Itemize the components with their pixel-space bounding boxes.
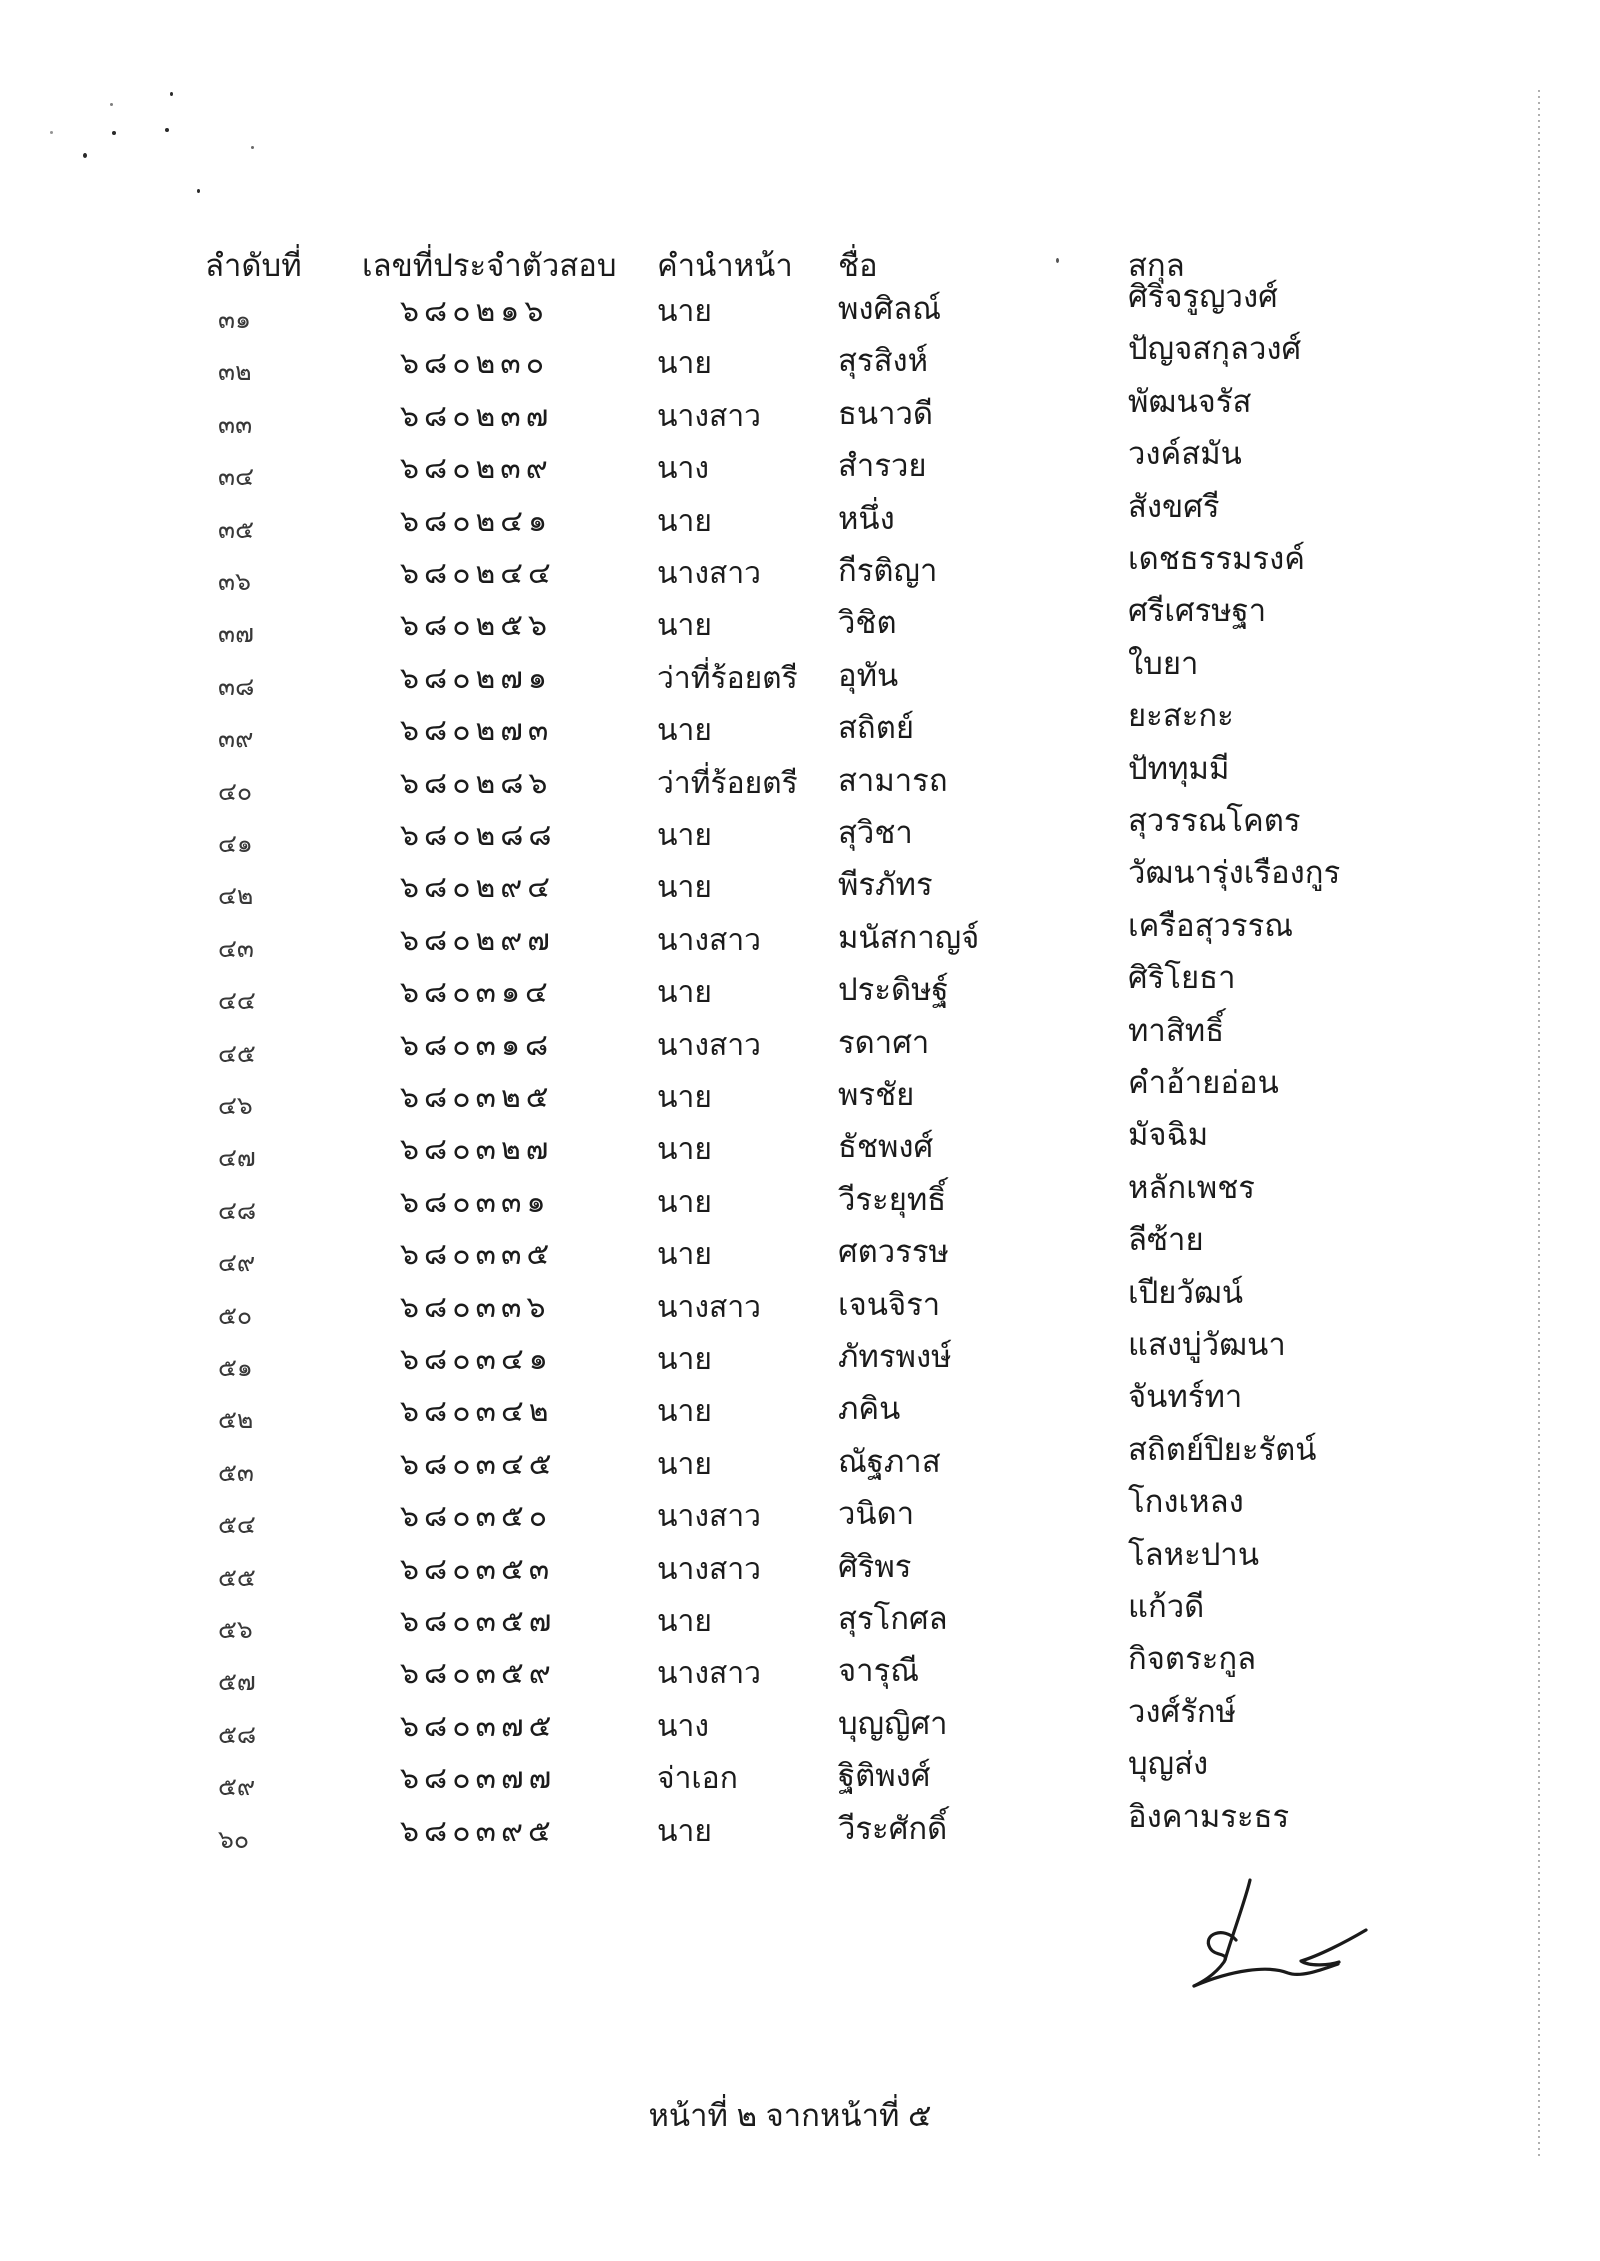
surname: คำอ้ายอ่อน — [1128, 1065, 1279, 1100]
scan-speck — [50, 131, 53, 134]
order-number: ๓๓ — [218, 410, 253, 439]
first-name: วีระยุทธิ์ — [838, 1181, 947, 1217]
exam-id: ๖๘๐๒๙๗ — [400, 923, 555, 957]
surname: ยะสะกะ — [1128, 698, 1234, 734]
exam-id: ๖๘๐๓๓๑ — [400, 1185, 551, 1219]
order-number: ๔๒ — [218, 882, 254, 911]
first-name: เจนจิรา — [838, 1286, 941, 1322]
title-prefix: นาย — [657, 1395, 712, 1429]
order-number: ๓๙ — [218, 725, 254, 754]
exam-id: ๖๘๐๓๑๘ — [400, 1028, 554, 1062]
first-name: หนึ่ง — [838, 500, 895, 536]
table-row — [0, 1484, 1600, 1540]
title-prefix: นางสาว — [657, 1028, 762, 1062]
surname: วงศ์รักษ์ — [1128, 1693, 1237, 1729]
order-number: ๔๑ — [218, 830, 253, 858]
exam-id: ๖๘๐๒๗๓ — [400, 714, 554, 748]
exam-id: ๖๘๐๒๕๖ — [400, 609, 553, 643]
first-name: สุวิชา — [838, 815, 913, 850]
scan-speck — [170, 92, 173, 96]
order-number: ๓๕ — [218, 515, 255, 544]
title-prefix: นาย — [657, 1238, 712, 1272]
title-prefix: นาย — [657, 1081, 712, 1114]
exam-id: ๖๘๐๓๕๙ — [400, 1657, 556, 1691]
signature-mark — [1140, 1858, 1400, 2018]
first-name: ภคิน — [838, 1391, 901, 1427]
table-row — [0, 1222, 1600, 1278]
exam-id: ๖๘๐๓๒๗ — [400, 1133, 554, 1167]
surname: สุวรรณโคตร — [1128, 803, 1301, 838]
exam-id: ๖๘๐๒๓๙ — [400, 452, 553, 486]
surname: วงค์สมัน — [1128, 436, 1242, 472]
surname: จันทร์ทา — [1128, 1379, 1243, 1415]
order-number: ๓๖ — [218, 568, 251, 596]
exam-id: ๖๘๐๒๔๑ — [400, 504, 553, 538]
first-name: ประดิษฐ์ — [838, 972, 949, 1008]
first-name: พรชัย — [838, 1077, 915, 1112]
first-name: รดาศา — [838, 1024, 930, 1060]
exam-id: ๖๘๐๒๑๖ — [400, 295, 549, 328]
order-number: ๔๗ — [218, 1144, 256, 1173]
exam-id: ๖๘๐๓๗๕ — [400, 1709, 557, 1743]
surname: หลักเพชร — [1128, 1169, 1255, 1205]
title-prefix: นาย — [657, 347, 712, 381]
surname: ทาสิทธิ์ — [1128, 1012, 1225, 1048]
surname: แสงบู่วัฒนา — [1128, 1327, 1286, 1362]
surname: กิจตระกูล — [1128, 1641, 1257, 1677]
table-row — [0, 1641, 1600, 1697]
first-name: ธัชพงศ์ — [838, 1129, 934, 1165]
surname: สังขศรี — [1128, 488, 1220, 524]
order-number: ๕๒ — [218, 1406, 254, 1435]
exam-id: ๖๘๐๓๔๕ — [400, 1447, 557, 1481]
header-exam-id: เลขที่ประจำตัวสอบ — [362, 248, 617, 283]
exam-id: ๖๘๐๓๔๑ — [400, 1343, 553, 1376]
table-row — [0, 436, 1600, 492]
surname: แก้วดี — [1128, 1589, 1205, 1624]
title-prefix: นาย — [657, 1814, 712, 1848]
title-prefix: นางสาว — [657, 1290, 762, 1324]
page-number-footer: หน้าที่ ๒ จากหน้าที่ ๕ — [648, 2098, 932, 2133]
surname: เปียวัฒน์ — [1128, 1274, 1244, 1310]
surname: วัฒนารุ่งเรืองกูร — [1128, 855, 1341, 891]
table-row — [0, 488, 1600, 544]
header-title-prefix: คำนำหน้า — [657, 248, 793, 283]
order-number: ๕๐ — [218, 1301, 253, 1330]
title-prefix: นาย — [657, 1605, 712, 1638]
exam-id: ๖๘๐๓๓๖ — [400, 1290, 551, 1324]
title-prefix: จ่าเอก — [657, 1762, 738, 1796]
scan-speck — [83, 153, 87, 158]
table-row — [0, 541, 1600, 596]
table-row — [0, 1693, 1600, 1749]
table-row — [0, 331, 1600, 387]
title-prefix: นาย — [657, 871, 712, 905]
exam-id: ๖๘๐๓๔๒ — [400, 1395, 554, 1429]
title-prefix: ว่าที่ร้อยตรี — [657, 766, 798, 800]
title-prefix: นางสาว — [657, 1552, 762, 1586]
title-prefix: นาย — [657, 976, 712, 1010]
table-row — [0, 1431, 1600, 1487]
order-number: ๔๓ — [218, 934, 255, 963]
table-row — [0, 645, 1600, 701]
surname: ศรีเศรษฐา — [1128, 593, 1267, 629]
first-name: มนัสกาญจ์ — [838, 919, 980, 955]
title-prefix: นาย — [657, 1133, 712, 1167]
order-number: ๕๖ — [218, 1616, 253, 1644]
table-row — [0, 698, 1600, 754]
table-row — [0, 1379, 1600, 1435]
first-name: สุรโกศล — [838, 1601, 948, 1636]
exam-id: ๖๘๐๓๙๕ — [400, 1814, 556, 1848]
table-row — [0, 1798, 1600, 1854]
first-name: กีรติญา — [838, 553, 938, 588]
surname: บุญส่ง — [1128, 1746, 1209, 1782]
first-name: วีระศักดิ์ — [838, 1810, 948, 1846]
table-row — [0, 1274, 1600, 1330]
table-row — [0, 960, 1600, 1016]
scan-speck — [110, 103, 113, 106]
first-name: พงศิลณ์ — [838, 291, 942, 326]
surname: มัจฉิม — [1128, 1117, 1209, 1153]
table-row — [0, 803, 1600, 858]
surname: สถิตย์ปิยะรัตน์ — [1128, 1431, 1317, 1467]
surname: โลหะปาน — [1128, 1536, 1260, 1572]
table-row — [0, 1065, 1600, 1120]
title-prefix: นาย — [657, 1185, 712, 1219]
table-row — [0, 1117, 1600, 1173]
first-name: อุทัน — [838, 657, 899, 693]
surname: เครือสุวรรณ — [1128, 907, 1293, 943]
order-number: ๕๙ — [218, 1773, 256, 1802]
order-number: ๓๗ — [218, 620, 254, 649]
exam-id: ๖๘๐๒๓๗ — [400, 399, 554, 433]
first-name: ฐิติพงศ์ — [838, 1758, 931, 1794]
title-prefix: นาย — [657, 1447, 712, 1481]
order-number: ๓๑ — [218, 306, 251, 334]
title-prefix: นางสาว — [657, 557, 762, 590]
order-number: ๕๑ — [218, 1354, 253, 1382]
table-row — [0, 279, 1600, 334]
order-number: ๔๖ — [218, 1092, 253, 1120]
order-number: ๔๘ — [218, 1196, 257, 1225]
first-name: สำรวย — [838, 448, 927, 484]
order-number: ๕๓ — [218, 1458, 255, 1487]
table-row — [0, 1012, 1600, 1068]
first-name: สามารถ — [838, 762, 948, 798]
exam-id: ๖๘๐๓๒๕ — [400, 1081, 554, 1114]
exam-id: ๖๘๐๒๙๔ — [400, 871, 555, 905]
table-header-row — [0, 240, 1600, 286]
order-number: ๓๔ — [218, 463, 255, 492]
title-prefix: นางสาว — [657, 1657, 762, 1691]
exam-id: ๖๘๐๒๓๐ — [400, 347, 550, 381]
table-row — [0, 907, 1600, 963]
table-row — [0, 750, 1600, 806]
surname: ศิริจรูญวงศ์ — [1128, 279, 1278, 314]
table-row — [0, 1746, 1600, 1802]
surname: ใบยา — [1128, 645, 1199, 681]
header-order-number: ลำดับที่ — [205, 248, 302, 283]
surname: ปัญจสกุลวงศ์ — [1128, 331, 1302, 367]
scan-speck — [165, 128, 169, 132]
surname: ศิริโยธา — [1128, 960, 1236, 996]
exam-id: ๖๘๐๓๕๗ — [400, 1605, 557, 1638]
first-name: สุรสิงห์ — [838, 343, 929, 379]
table-row — [0, 383, 1600, 439]
title-prefix: นาย — [657, 609, 712, 643]
table-row — [0, 593, 1600, 649]
title-prefix: นาย — [657, 1343, 712, 1376]
first-name: ธนาวดี — [838, 395, 934, 431]
first-name: บุญญิศา — [838, 1705, 948, 1741]
order-number: ๓๒ — [218, 358, 252, 387]
title-prefix: นาย — [657, 295, 712, 328]
first-name: ภัทรพงษ์ — [838, 1339, 952, 1374]
first-name: สถิตย์ — [838, 710, 914, 746]
table-row — [0, 1169, 1600, 1225]
exam-id: ๖๘๐๓๕๓ — [400, 1552, 555, 1586]
scan-speck — [251, 146, 254, 149]
scan-speck — [112, 131, 116, 135]
order-number: ๔๐ — [218, 777, 253, 806]
header-surname: สกุล — [1128, 248, 1185, 283]
order-number: ๔๔ — [218, 987, 256, 1016]
surname: โกงเหลง — [1128, 1484, 1244, 1520]
exam-id: ๖๘๐๒๘๖ — [400, 766, 553, 800]
first-name: ศตวรรษ — [838, 1234, 949, 1270]
order-number: ๕๗ — [218, 1668, 256, 1697]
order-number: ๓๘ — [218, 672, 255, 701]
surname: ลีซ้าย — [1128, 1222, 1204, 1258]
title-prefix: นาย — [657, 819, 712, 852]
first-name: ณัฐภาส — [838, 1443, 941, 1479]
title-prefix: นาย — [657, 504, 712, 538]
first-name: ศิริพร — [838, 1548, 912, 1584]
exam-id: ๖๘๐๒๘๘ — [400, 819, 557, 852]
exam-id: ๖๘๐๓๕๐ — [400, 1500, 553, 1534]
table-row — [0, 855, 1600, 911]
scan-speck — [197, 189, 200, 193]
surname: ปัททุมมี — [1128, 750, 1230, 786]
first-name: จารุณี — [838, 1653, 919, 1689]
title-prefix: นางสาว — [657, 399, 762, 433]
title-prefix: นาง — [657, 1709, 710, 1743]
first-name: วิชิต — [838, 605, 897, 641]
surname: อิงคามระธร — [1128, 1798, 1290, 1834]
order-number: ๔๕ — [218, 1039, 256, 1068]
order-number: ๔๙ — [218, 1249, 256, 1278]
header-first-name: ชื่อ — [838, 248, 878, 283]
first-name: วนิดา — [838, 1496, 915, 1532]
exam-id: ๖๘๐๒๔๔ — [400, 557, 556, 590]
table-row — [0, 1327, 1600, 1382]
exam-id: ๖๘๐๒๗๑ — [400, 661, 552, 695]
order-number: ๕๕ — [218, 1563, 256, 1592]
title-prefix: ว่าที่ร้อยตรี — [657, 661, 798, 695]
title-prefix: นาง — [657, 452, 710, 486]
order-number: ๖๐ — [218, 1825, 250, 1854]
exam-id: ๖๘๐๓๑๔ — [400, 976, 553, 1010]
title-prefix: นางสาว — [657, 923, 762, 957]
surname: เดชธรรมรงค์ — [1128, 541, 1305, 576]
title-prefix: นางสาว — [657, 1500, 762, 1534]
first-name: พีรภัทร — [838, 867, 933, 903]
table-row — [0, 1589, 1600, 1644]
surname: พัฒนจรัส — [1128, 383, 1252, 419]
exam-id: ๖๘๐๓๓๕ — [400, 1238, 555, 1272]
exam-id: ๖๘๐๓๗๗ — [400, 1762, 557, 1796]
order-number: ๕๔ — [218, 1511, 256, 1540]
table-row — [0, 1536, 1600, 1592]
title-prefix: นาย — [657, 714, 712, 748]
order-number: ๕๘ — [218, 1720, 257, 1749]
